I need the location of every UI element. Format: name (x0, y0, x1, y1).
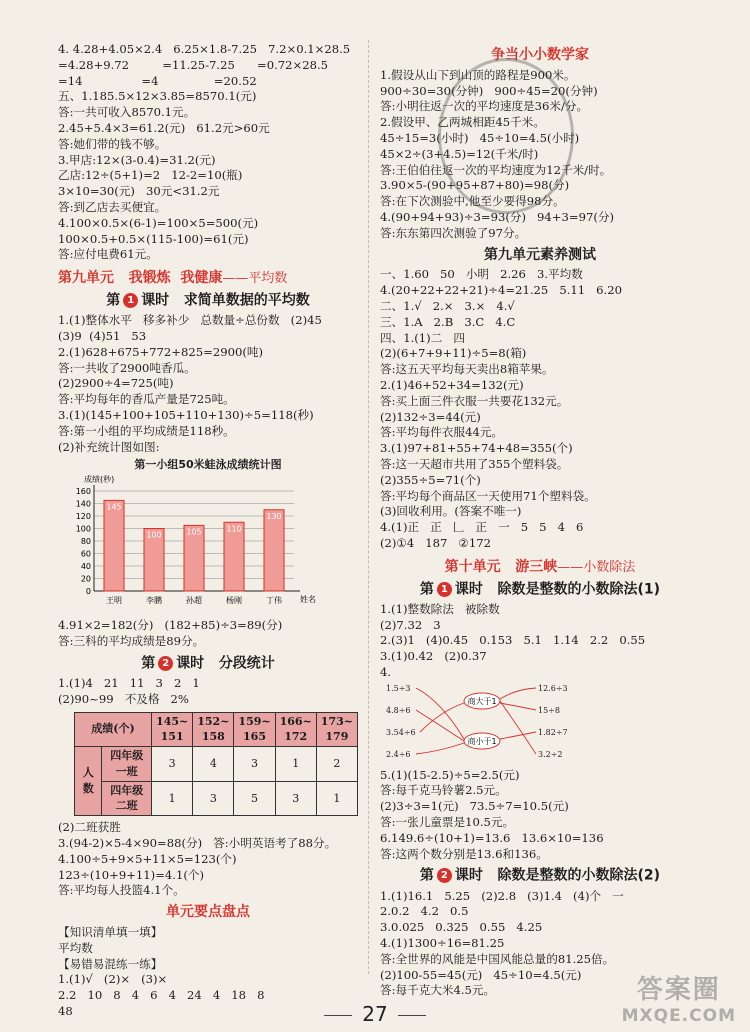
answer-line: 4.(1)正 正 𠃊 正 一 5 5 4 6 (380, 520, 584, 535)
right-lesson2-number-badge: 2 (437, 868, 452, 883)
answer-line: 4.100÷5+9×5+11×5=123(个) (58, 851, 237, 866)
answer-line: 48 (58, 1004, 73, 1019)
unit9-title (58, 271, 358, 287)
answer-line: 2.(3)1 (4)0.45 0.153 5.1 1.14 2.2 0.55 (380, 633, 646, 648)
answer-line: (3)9 (4)51 53 (58, 329, 147, 344)
answer-line: =14 =4 =20.52 (58, 73, 257, 88)
answer-line: (3)回收利用。(答案不唯一) (380, 504, 522, 519)
answer-line: 3.90×5-(90+95+87+80)=98(分) (380, 178, 570, 193)
segment-stats-table (74, 712, 358, 817)
answer-line: 一、1.60 50 小明 2.26 3.平均数 (380, 267, 583, 282)
answer-line: 3.(1)(145+100+105+110+130)÷5=118(秒) (58, 408, 314, 423)
library-stamp (438, 58, 574, 214)
answer-line: 答:这一天超市共用了355个塑料袋。 (380, 456, 569, 471)
answer-line: =4.28+9.72 =11.25-7.25 =0.72×28.5 (58, 57, 329, 72)
answer-line: 2.0.2 4.2 0.5 (380, 904, 469, 919)
answer-line: 答:王伯伯往返一次的平均速度为12千米/时。 (380, 162, 612, 177)
y-tick-label: 80 (80, 537, 91, 547)
diagram-left-item: 4.8÷6 (386, 705, 411, 715)
answer-line: 5.(1)(15-2.5)÷5=2.5(元) (380, 767, 520, 782)
table-cell: 3 (275, 781, 316, 816)
answer-line: 答:一共收了2900吨香瓜。 (58, 360, 196, 375)
footer-rule-right (398, 1015, 426, 1016)
answer-line: 答:每千克马铃薯2.5元。 (380, 783, 507, 798)
answer-line: 四、1.(1)二 四 (380, 330, 465, 345)
bar-value-label: 145 (106, 502, 122, 512)
x-tick-label: 王明 (106, 596, 122, 606)
range-1-end: 158 (201, 730, 225, 744)
unit9-title-text: 第九单元 我锻炼 我健康 (58, 270, 223, 287)
answer-line: 4.100×0.5×(6-1)=100×5=500(元) (58, 215, 259, 230)
table-header-row (75, 712, 358, 747)
diagram-left-item: 2.4÷6 (386, 749, 411, 759)
answer-line: 答:东东第四次测验了97分。 (380, 225, 527, 240)
answer-line: 3.0.025 0.325 0.55 4.25 (380, 920, 543, 935)
answer-line: 答:小明往返一次的平均速度是36米/分。 (380, 99, 589, 114)
answer-line: 答:每千克大米4.5元。 (380, 983, 496, 998)
answer-line: 二、1.√ 2.× 3.× 4.√ (380, 298, 515, 313)
answer-line: 答:应付电费61元。 (58, 247, 158, 262)
table-cell: 4 (193, 747, 234, 782)
answer-line: 4.(20+22+22+21)÷4=21.25 5.11 6.20 (380, 283, 622, 298)
left-lesson1-answers (58, 313, 358, 455)
test-answers (380, 267, 700, 551)
quotient-less-label: 商小于1 (467, 736, 497, 746)
left-lesson2-title (58, 656, 358, 672)
answer-line: 答:一张儿童票是10.5元。 (380, 814, 515, 829)
answer-line: 答:到乙店去买便宜。 (58, 199, 167, 214)
left-lesson2-number-badge: 2 (158, 656, 173, 671)
table-range-3 (275, 712, 316, 747)
y-tick-label: 100 (75, 524, 91, 534)
answer-line: 答:第一小组的平均成绩是118秒。 (58, 423, 235, 438)
answer-line: (2)90~99 不及格 2% (58, 691, 189, 706)
y-tick-label: 40 (80, 562, 91, 572)
unit9-subtitle: ——平均数 (222, 271, 288, 287)
bar-value-label: 110 (226, 524, 242, 534)
diagram-right-item: 12.6÷3 (538, 683, 568, 693)
right-lesson1-number-badge: 1 (437, 582, 452, 597)
left-lesson1-number-badge: 1 (123, 293, 138, 308)
answer-line: 1.(1)16.1 5.25 (2)2.8 (3)1.4 (4)个 一 (380, 888, 624, 903)
match-line (416, 688, 464, 739)
quotient-matching-diagram (386, 681, 586, 763)
table-cell: 3 (152, 747, 193, 782)
diagram-left-item: 3.54÷6 (386, 727, 416, 737)
answer-line: 4.91×2=182(分) (182+85)÷3=89(分) (58, 618, 283, 633)
answer-line: (2)二班获胜 (58, 820, 121, 835)
left-lesson2-title-text: 课时 分段统计 (176, 655, 275, 672)
y-tick-label: 20 (80, 574, 91, 584)
answer-line: 2.假设甲、乙两城相距45千米。 (380, 115, 545, 130)
table-row-label: 四年级一班 (102, 747, 152, 782)
bar-value-label: 130 (266, 511, 282, 521)
answer-line: 2.(1)46+52+34=132(元) (380, 377, 524, 392)
table-range-4 (316, 712, 357, 747)
answer-line: 答:平均每个商品区一天使用71个塑料袋。 (380, 488, 596, 503)
answer-line: 答:这两个数分别是13.6和136。 (380, 846, 548, 861)
answer-line: 100×0.5+0.5×(115-100)=61(元) (58, 231, 249, 246)
range-4-end: 179 (325, 730, 349, 744)
unit10-subtitle: ——小数除法 (557, 559, 636, 575)
left-top-answers (58, 42, 358, 263)
challenge-title: 争当小小数学家 (491, 47, 589, 63)
left-column (58, 42, 358, 1020)
answer-line: (2)7.32 3 (380, 617, 441, 632)
table-cell: 5 (234, 781, 275, 816)
range-3-end: 172 (284, 730, 308, 744)
x-tick-label: 丁伟 (266, 596, 282, 606)
table-people-label: 人数 (75, 747, 102, 816)
answer-line: 答:在下次测验中,他至少要得98分。 (380, 194, 565, 209)
answer-line: 1.(1)整体水平 移多补少 总数量÷总份数 (2)45 (58, 313, 322, 328)
left-after-table (58, 820, 358, 899)
bar-value-label: 100 (146, 530, 162, 540)
left-after-chart (58, 618, 358, 650)
y-tick-label: 120 (75, 512, 91, 522)
x-tick-label: 杨刚 (226, 596, 242, 606)
match-line (420, 703, 464, 732)
answer-line: 答:全世界的风能是中国风能总量的81.25倍。 (380, 951, 615, 966)
table-row-label: 四年级二班 (102, 781, 152, 816)
answer-line: 123÷(10+9+11)=4.1(个) (58, 867, 204, 882)
right-lesson2-prefix: 第 (419, 867, 434, 884)
answer-line: 2.45+5.4×3=61.2(元) 61.2元>60元 (58, 120, 270, 135)
answer-line: (2)100-55=45(元) 45÷10=4.5(元) (380, 967, 582, 982)
answer-line: 1.(1)√ (2)× (3)× (58, 972, 168, 987)
bar (264, 510, 284, 591)
table-cell: 1 (316, 781, 357, 816)
answer-line: 三、1.A 2.B 3.C 4.C (380, 314, 516, 329)
range-0-start: 145~ (156, 714, 189, 728)
answer-line: 2.2 10 8 4 6 4 24 4 18 8 (58, 988, 265, 1003)
diagram-right-item: 3.2÷2 (538, 749, 563, 759)
right-lesson2-title (380, 868, 700, 884)
answer-line: 2.(1)628+675+772+825=2900(吨) (58, 344, 264, 359)
diagram-left-item: 1.5÷3 (386, 683, 411, 693)
answer-line: 答:平均每年的香瓜产量是725吨。 (58, 392, 235, 407)
answer-line: 【知识清单填一填】 (58, 925, 163, 940)
test-title: 第九单元素养测试 (484, 246, 596, 263)
match-line (416, 743, 464, 754)
answer-line: (2)3÷3=1(元) 73.5÷7=10.5(元) (380, 799, 569, 814)
watermark-line2: MXQE.COM (621, 1006, 736, 1026)
answer-line: 4. 4.28+4.05×2.4 6.25×1.8-7.25 7.2×0.1×28.5 (58, 42, 351, 56)
answer-line: (2)(6+7+9+11)÷5=8(箱) (380, 346, 527, 361)
left-lesson2-prefix: 第 (141, 655, 156, 672)
match-line (500, 732, 536, 739)
range-1-start: 152~ (197, 714, 230, 728)
answer-line: 【易错易混练一练】 (58, 956, 163, 971)
answer-line: (2)2900÷4=725(吨) (58, 376, 174, 391)
answer-line: 3.(1)97+81+55+74+48=355(个) (380, 441, 573, 456)
range-0-end: 151 (160, 730, 184, 744)
answer-line: (2)①4 187 ②172 (380, 535, 491, 550)
table-range-0 (152, 712, 193, 747)
y-tick-label: 60 (80, 549, 91, 559)
table-cell: 1 (152, 781, 193, 816)
table-cell: 2 (316, 747, 357, 782)
answer-line: 3.(1)0.42 (2)0.37 (380, 649, 487, 664)
answer-line: 答:三科的平均成绩是89分。 (58, 633, 205, 648)
answer-line: 乙店:12÷(5+1)=2 12-2=10(瓶) (58, 168, 243, 183)
right-lesson1-prefix: 第 (419, 581, 434, 597)
answer-line: 五、1.185.5×12×3.85=8570.1(元) (58, 89, 257, 104)
quotient-greater-label: 商大于1 (467, 696, 497, 706)
answer-line: (2)132÷3=44(元) (380, 409, 481, 424)
site-watermark (622, 969, 736, 1026)
bar (104, 501, 124, 592)
left-lesson1-prefix: 第 (106, 292, 121, 309)
table-cell: 3 (234, 747, 275, 782)
answer-line: 答:一共可收入8570.1元。 (58, 105, 196, 120)
unit10-title (380, 560, 700, 576)
range-3-start: 166~ (279, 714, 312, 728)
watermark-line1: 答案圈 (636, 975, 721, 1005)
table-range-2 (234, 712, 275, 747)
answer-line: 平均数 (58, 940, 93, 955)
column-divider (368, 40, 369, 974)
answer-line: (2)355÷5=71(个) (380, 472, 481, 487)
diagram-right-item: 15÷8 (538, 705, 560, 715)
answer-line: 45×2÷(3+4.5)=12(千米/时) (380, 146, 539, 161)
q4-label: 4. (380, 664, 392, 679)
answer-line: 6.149.6÷(10+1)=13.6 13.6×10=136 (380, 830, 604, 845)
unit10-title-text: 第十单元 游三峡 (444, 558, 558, 575)
y-tick-label: 160 (75, 487, 91, 497)
table-cell: 3 (193, 781, 234, 816)
y-tick-label: 140 (75, 499, 91, 509)
answer-line: 答:这五天平均每天卖出8箱苹果。 (380, 362, 554, 377)
table-range-1 (193, 712, 234, 747)
match-line (500, 688, 536, 699)
y-tick-label: 0 (85, 587, 91, 597)
answer-line: 答:她们带的钱不够。 (58, 136, 167, 151)
answer-line: 1.假设从山下到山顶的路程是900米。 (380, 67, 576, 82)
answer-line: 900÷30=30(分钟) 900÷45=20(分钟) (380, 83, 598, 98)
answer-line: 4.(90+94+93)÷3=93(分) 94+3=97(分) (380, 209, 614, 224)
table-cell: 1 (275, 747, 316, 782)
range-2-end: 165 (243, 730, 266, 744)
answer-line: 4.(1)1300÷16=81.25 (380, 936, 505, 951)
y-axis-label: 成绩(秒) (84, 475, 115, 485)
answer-line: 答:买上面三件衣服一共要花132元。 (380, 393, 569, 408)
chart-title: 第一小组50米蛙泳成绩统计图 (134, 458, 282, 472)
right-lesson1-answers (380, 602, 700, 665)
answer-line: 3×10=30(元) 30元<31.2元 (58, 184, 220, 199)
answer-line: 答:平均每人投篮4.1个。 (58, 883, 185, 898)
answer-line: 1.(1)整数除法 被除数 (380, 601, 500, 616)
table-row (75, 781, 358, 816)
bar-value-label: 105 (186, 527, 202, 537)
match-line (416, 710, 464, 741)
right-lesson1-title-text: 课时 除数是整数的小数除法(1) (454, 581, 661, 597)
x-tick-label: 李鹏 (146, 596, 162, 606)
x-tick-label: 孙超 (186, 596, 202, 606)
answer-line: 45÷15=3(小时) 45÷10=4.5(小时) (380, 130, 580, 145)
table-header-label: 成绩(个) (75, 712, 152, 747)
right-lesson2-title-text: 课时 除数是整数的小数除法(2) (454, 867, 661, 884)
left-lesson1-title (58, 293, 358, 309)
right-lesson1-title (380, 582, 700, 598)
answer-line: 3.甲店:12×(3-0.4)=31.2(元) (58, 152, 216, 167)
answer-line: 3.(94-2)×5-4×90=88(分) 答:小明英语考了88分。 (58, 836, 337, 851)
range-4-start: 173~ (320, 714, 353, 728)
x-axis-label: 姓名 (300, 595, 316, 605)
range-2-start: 159~ (238, 714, 271, 728)
answer-line: 答:平均每件衣服44元。 (380, 425, 504, 440)
answer-line: (2)补充统计图如图: (58, 439, 160, 454)
footer-rule-left (324, 1015, 352, 1016)
answer-line: 1.(1)4 21 11 3 2 1 (58, 675, 200, 690)
page-number: 27 (362, 1002, 388, 1026)
left-lesson2-answers (58, 676, 358, 708)
diagram-right-item: 1.82÷7 (538, 727, 568, 737)
left-lesson1-title-text: 课时 求简单数据的平均数 (141, 292, 310, 309)
table-row (75, 747, 358, 782)
right-lesson1-after (380, 768, 700, 863)
swim-score-bar-chart (58, 473, 323, 613)
summary-title: 单元要点盘点 (166, 904, 250, 921)
